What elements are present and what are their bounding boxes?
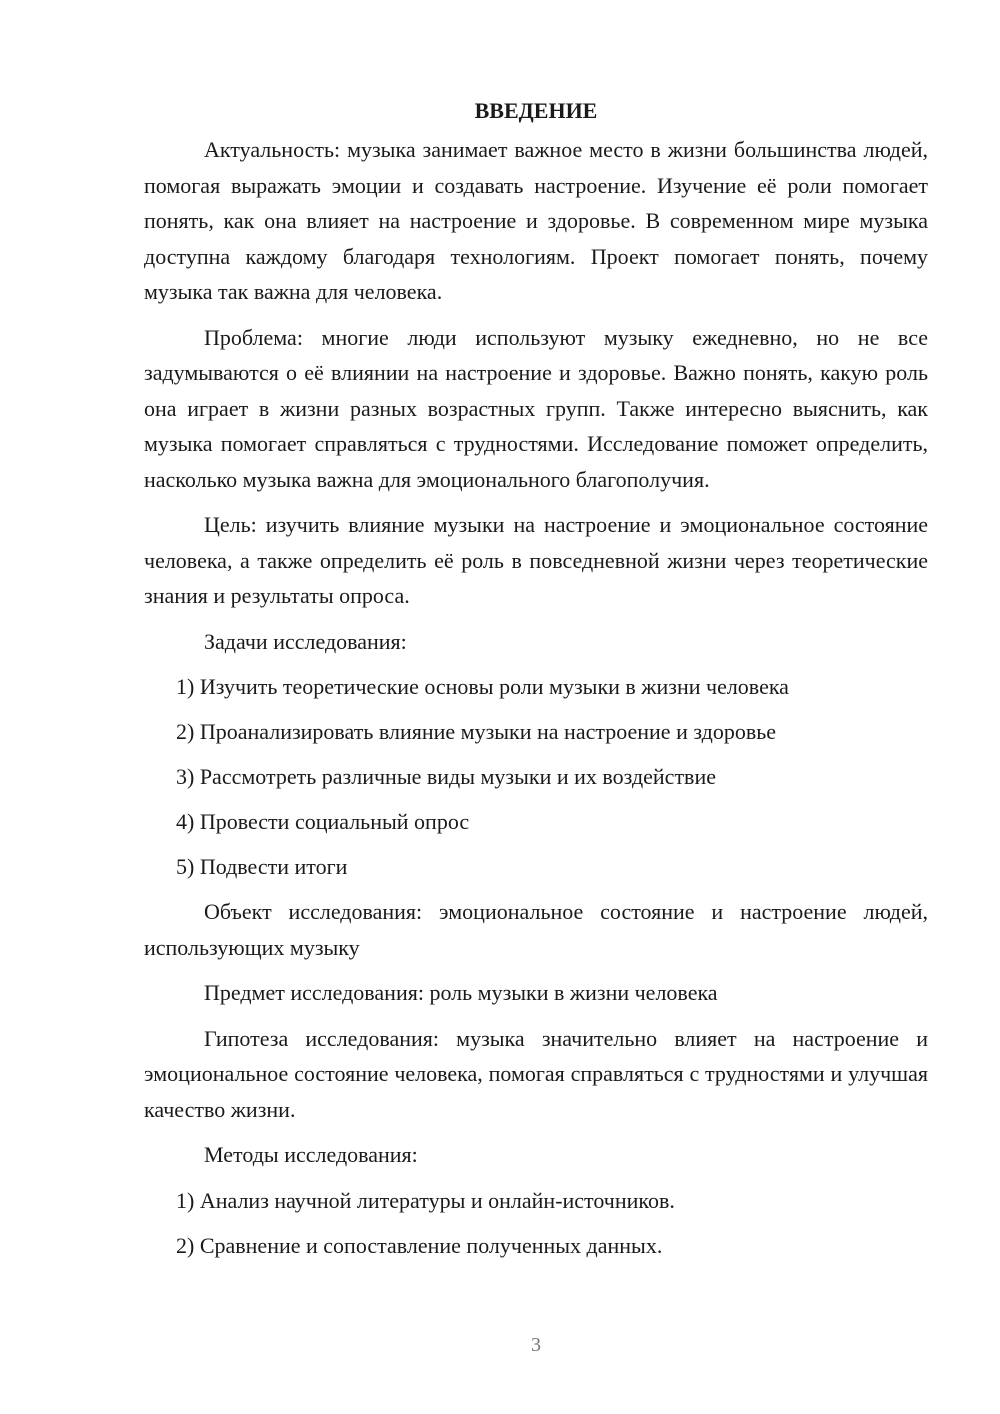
object-paragraph: Объект исследования: эмоциональное состояние и настроение людей, использующих музыку	[144, 899, 928, 960]
list-item: 5) Подвести итоги	[176, 854, 348, 879]
page-title: ВВЕДЕНИЕ	[474, 98, 598, 123]
list-item: 1) Изучить теоретические основы роли музыки в жизни человека	[176, 674, 789, 699]
list-item: 1) Анализ научной литературы и онлайн-источников.	[176, 1187, 675, 1213]
list-item: 2) Сравнение и сопоставление полученных данных.	[176, 1232, 663, 1258]
methods-label: Методы исследования:	[204, 1142, 418, 1167]
tasks-list	[144, 669, 928, 885]
list-item: 3) Рассмотреть различные виды музыки и их воздействие	[176, 764, 716, 789]
methods-list	[144, 1183, 928, 1264]
relevance-paragraph: Актуальность: музыка занимает важное место в жизни большинства людей, помогая выражать эмоции и создавать настроение. Изучение её роли помогает понять, как она влияет на настроение и здоровье. В современном мире музыка доступна каждому благодаря технологиям. Проект помогает понять, почему музыка так важна для человека.	[144, 137, 928, 304]
hypothesis-paragraph: Гипотеза исследования: музыка значительно влияет на настроение и эмоциональное состояние человека, помогая справляться с трудностями и улучшая качество жизни.	[144, 1025, 928, 1122]
page-number: 3	[531, 1334, 541, 1356]
list-item: 2) Проанализировать влияние музыки на настроение и здоровье	[176, 719, 777, 744]
list-item: 4) Провести социальный опрос	[176, 809, 470, 834]
document-page	[144, 96, 928, 1273]
goal-paragraph: Цель: изучить влияние музыки на настроение и эмоциональное состояние человека, а также определить её роль в повседневной жизни через теоретические знания и результаты опроса.	[144, 512, 928, 608]
tasks-label: Задачи исследования:	[204, 628, 407, 654]
problem-paragraph: Проблема: многие люди используют музыку ежедневно, но не все задумываются о её влиянии на настроение и здоровье. Важно понять, какую роль она играет в жизни разных возрастных групп. Также интересно выяснить, как музыка помогает справляться с трудностями. Исследование поможет определить, насколько музыка важна для эмоционального благополучия.	[144, 324, 928, 492]
subject-paragraph: Предмет исследования: роль музыки в жизни человека	[204, 980, 718, 1005]
